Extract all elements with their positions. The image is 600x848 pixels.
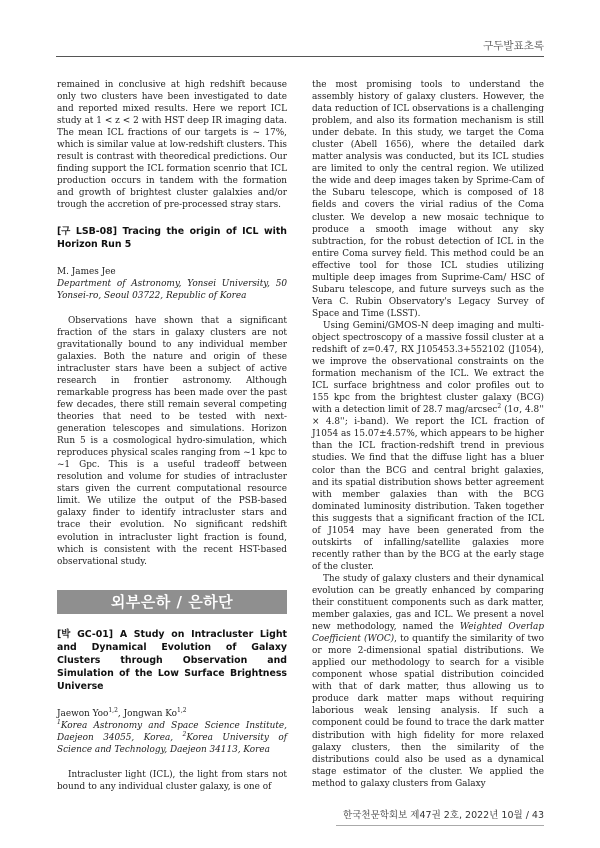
author-name: Jaewon Yoo [57,708,109,719]
author-separator: , [117,708,124,719]
abstract-body-lsb08: Observations have shown that a significant fraction of the stars in galaxy clusters are not gravitationally bound to any individual member galaxies. Both the nature and origin of these intracluster stars have been a subject of active research in frontier astronomy. Although remarkable progress has been made over the past few decades, there still remain several competing theories that need to be tested with next-generation telescopes and simulations. Horizon Run 5 is a cosmological hydro-simulation, which reproduces physical scales ranging from ~1 kpc to ~1 Gpc. This is a useful tradeoff between resolution and volume for studies of intracluster stars given the current computational resource limit. We utilize the output of the PSB-based galaxy finder to identify intracluster stars and trace their evolution. No significant redshift evolution in intracluster light fraction is found, which is consistent with the recent HST-based observational study. [57,315,287,567]
affil-text: Korea University of Science and Technology, Daejeon 34113, Korea [57,732,287,755]
section-banner-label: 외부은하 / 은하단 [110,592,234,611]
author-line-lsb08: M. James Jee [57,266,116,277]
abstract-body-gc01-para2 [312,320,544,573]
affiliation-lsb08: Department of Astronomy, Yonsei University, 50 Yonsei-ro, Seoul 03722, Republic of Korea [57,278,287,301]
author-superscript: 1,2 [108,706,118,714]
author-name: Jongwan Ko [123,708,178,719]
unit-superscript: 2 [497,403,502,411]
footer-rule [336,825,544,826]
para-text: (1σ, 4.8'' × 4.8''; i-band). We report the ICL fraction of J1054 as 15.07±4.57%, which appears to be higher than the ICL fraction-redshift trend in previous studies. We find that the diffuse light has a bluer color than the BCG and central bright galaxies, and its spatial distribution shows better agreement with member galaxies than with the BCG dominated luminosity distribution. Taken together this suggests that a significant fraction of the ICL of J1054 may have been generated from the outskirts of infalling/satellite galaxies more recently rather than by the BCG at the early stage of the cluster. [312,405,544,572]
intro-paragraph: remained in conclusive at high redshift because only two clusters have been investigated to date and reported mixed results. Here we report ICL study at 1 < z < 2 with HST deep IR imaging data. The mean ICL fractions of our targets is ~ 17%, which is similar value at low-redshift clusters. This result is contrast with theoredical predictions. Our finding support the ICL formation scenrio that ICL production occurs in tandem with the formation and growth of brightest cluster galalxies and/or trough the accretion of pre-processed stray stars. [57,80,287,211]
method-name-emphasis: Weighted Overlap Coefficient (WOC) [312,622,544,645]
affil-superscript: 2 [182,730,187,738]
abstract-body-gc01-para1: the most promising tools to understand the assembly history of galaxy clusters. However, the data reduction of ICL observations is a challenging problem, and also its formation mechanism is still under debate. In this study, we target the Coma cluster (Abell 1656), where the detailed dark matter analysis was conducted, but its ICL studies are limited to only the central region. We utilized the wide and deep images taken by Sprime-Cam of the Subaru telescope, which is composed of 18 fields and covers the virial radius of the Coma cluster. We develop a new mosaic technique to produce a smooth image without any sky subtraction, for the robust detection of ICL in the entire Coma survey field. This method could be an effective tool for those ICL studies utilizing multiple deep images from Suprime-Cam/ HSC of Subaru telescope, and future surveys such as the Vera C. Rubin Observatory's Legacy Survey of Space and Time (LSST). [312,80,544,319]
page-footer: 한국천문학회보 제47권 2호, 2022년 10월 / 43 [343,810,544,821]
abstract-body-gc01-para3 [312,573,544,790]
section-banner [57,590,287,614]
affil-superscript: 1 [57,718,61,726]
para-text: The study of galaxy clusters and their dynamical evolution can be greatly enhanced by comparing their constituent components such as dark matter, member galaxies, gas and ICL. We present a novel new methodology, named the [312,573,544,633]
para-text: , to quantify the similarity of two or more 2-dimensional spatial distributions. We applied our methodology to search for a visible component whose spatial distribution coincided with that of dark matter, thus allowing us to produce dark matter maps without requiring laborious weak lensing analysis. If such a component could be found to trace the dark matter distribution with high fidelity for more relaxed galaxy clusters, then the similarity of the distributions could also be used as a dynamical stage estimator of the cluster. We applied the method to galaxy clusters from Galaxy [312,634,544,789]
author-superscript: 1,2 [177,706,187,714]
para-text: Using Gemini/GMOS-N deep imaging and multi-object spectroscopy of a massive fossil cluster at a redshift of z=0.47, RX J105453.3+552102 (J1054), we improve the observational constraints on the formation mechanism of the ICL. We extract the ICL surface brightness and color profiles out to 155 kpc from the brightest cluster galaxy (BCG) with a detection limit of 28.7 mag/arcsec [312,320,544,416]
affil-text: Korea Astronomy and Space Science Institute, Daejeon 34055, Korea, [57,720,287,743]
right-column [312,79,544,790]
page-header-label: 구두발표초록 [483,40,544,52]
header-rule [56,56,544,57]
author-line-gc01 [57,708,287,720]
abstract-body-gc01-start: Intracluster light (ICL), the light from stars not bound to any individual cluster galaxy, is one of [57,769,287,792]
affiliation-gc01 [57,720,287,756]
abstract-title-lsb08: [구 LSB-08] Tracing the origin of ICL with Horizon Run 5 [57,225,287,250]
abstract-title-gc01: [박 GC-01] A Study on Intracluster Light and Dynamical Evolution of Galaxy Clusters through Observation and Simulation of the Low Surface Brightness Universe [57,628,287,692]
left-column [57,79,287,793]
